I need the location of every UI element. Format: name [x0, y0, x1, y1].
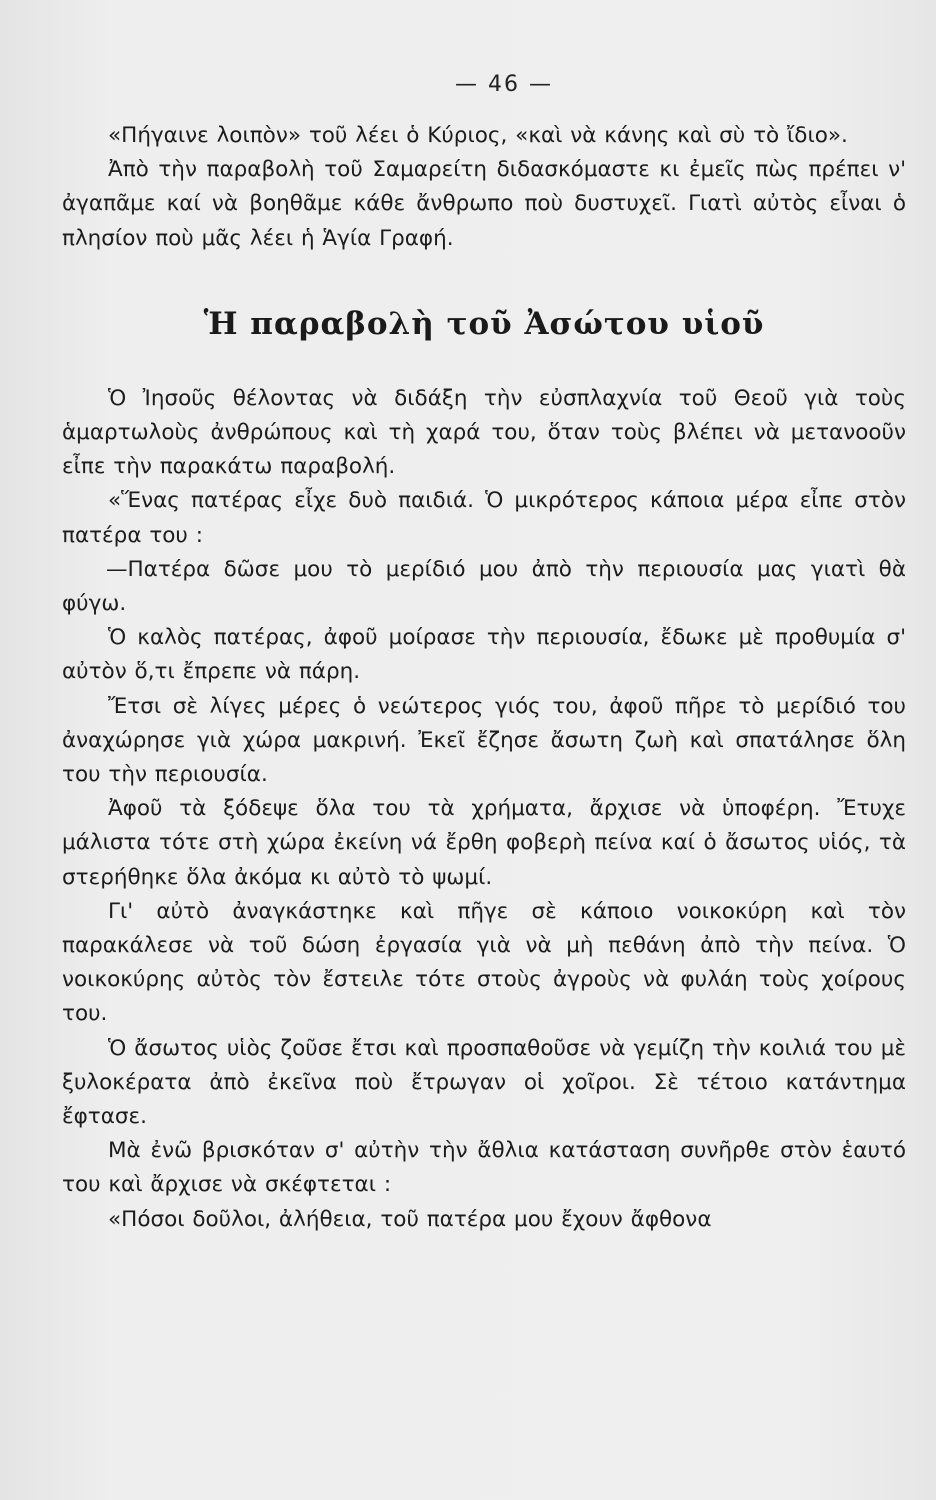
paragraph-famine: Ἀφοῦ τὰ ξόδεψε ὅλα του τὰ χρήματα, ἄρχισε νὰ ὑποφέρη. Ἔτυχε μάλιστα τότε στὴ χώρα ἐκείνη νά ἔρθη φοβερὴ πείνα καί ὁ ἄσωτος υἱός, τὰ στερήθηκε ὅλα ἀκόμα κι αὐτὸ τὸ ψωμί. — [62, 796, 906, 890]
paragraph-intro: Ὁ Ἰησοῦς θέλοντας νὰ διδάξη τὴν εὐσπλαχνία τοῦ Θεοῦ γιὰ τοὺς ἁμαρτωλοὺς ἀνθρώπους καὶ τὴ χαρά του, ὅταν τοὺς βλέπει νὰ μετανοοῦν εἶπε τὴν παρακάτω παραβολή. — [62, 385, 906, 480]
paragraph-carob-pods: Ὁ ἄσωτος υἱὸς ζοῦσε ἔτσι καὶ προσπαθοῦσε νὰ γεμίζη τὴν κοιλιά του μὲ ξυλοκέρατα ἀπὸ ἐκεῖνα ποὺ ἔτρωγαν οἱ χοῖροι. Σὲ τέτοιο κατάντημα ἔφτασε. — [62, 1035, 906, 1130]
paragraph-son-request: —Πατέρα δῶσε μου τὸ μερίδιό μου ἀπὸ τὴν περιουσία μας γιατὶ θὰ φύγω. — [62, 556, 906, 617]
paragraph-samaritan-lesson: Ἀπὸ τὴν παραβολὴ τοῦ Σαμαρείτη διδασκόμαστε κι ἐμεῖς πὼς πρέπει ν' ἀγαπᾶμε καί νὰ βοηθᾶμε κάθε ἄνθρωπο ποὺ δυστυχεῖ. Γιατὶ αὐτὸς εἶναι ὁ πλησίον ποὺ μᾶς λέει ἡ Ἁγία Γραφή. — [62, 157, 906, 251]
paragraph-father-shares: Ὁ καλὸς πατέρας, ἀφοῦ μοίρασε τὴν περιουσία, ἔδωκε μὲ προθυμία σ' αὐτὸν ὅ,τι ἔπρεπε νὰ πάρη. — [62, 625, 906, 685]
paragraph-swineherd: Γι' αὐτὸ ἀναγκάστηκε καὶ πῆγε σὲ κάποιο νοικοκύρη καὶ τὸν παρακάλεσε νὰ τοῦ δώση ἐργασία γιὰ νὰ μὴ πεθάνη ἀπὸ τὴν πείνα. Ὁ νοικοκύρης αὐτὸς τὸν ἔστειλε τότε στοὺς ἀγροὺς νὰ φυλάη τοὺς χοίρους του. — [62, 898, 906, 1027]
paragraph-servants-quote: «Πόσοι δοῦλοι, ἀλήθεια, τοῦ πατέρα μου ἔχουν ἄφθονα — [108, 1206, 712, 1232]
section-heading: Ἡ παραβολὴ τοῦ Ἀσώτου υἱοῦ — [203, 305, 765, 342]
paragraph-departure: Ἔτσι σὲ λίγες μέρες ὁ νεώτερος γιός του, ἀφοῦ πῆρε τὸ μερίδιό του ἀναχώρησε γιὰ χώρα μακρινή. Ἐκεῖ ἔζησε ἄσωτη ζωὴ καὶ σπατάλησε ὅλη του τὴν περιουσία. — [62, 693, 906, 788]
page-number: — 46 — — [455, 72, 553, 97]
paragraph-came-to-himself: Μὰ ἐνῶ βρισκόταν σ' αὐτὴν τὴν ἄθλια κατάσταση συνῆρθε στὸν ἑαυτό του καὶ ἄρχισε νὰ σκέφτεται : — [62, 1138, 906, 1198]
paragraph-two-sons: «Ἕνας πατέρας εἶχε δυὸ παιδιά. Ὁ μικρότερος κάποια μέρα εἶπε στὸν πατέρα του : — [62, 488, 906, 548]
paragraph-quote-go-and-do: «Πήγαινε λοιπὸν» τοῦ λέει ὁ Κύριος, «καὶ νὰ κάνης καὶ σὺ τὸ ἴδιο». — [108, 123, 848, 148]
